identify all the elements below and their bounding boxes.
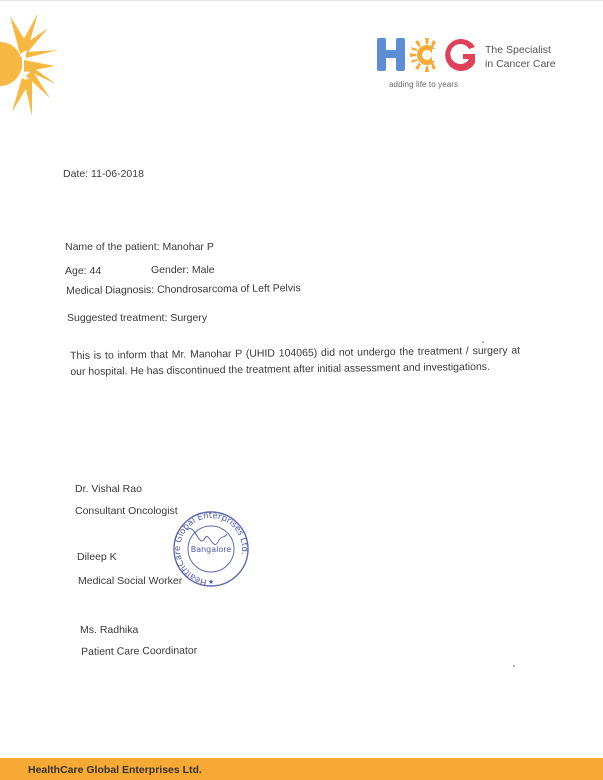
hcg-logo-icon	[375, 35, 479, 79]
patient-gender: Gender: Male	[151, 264, 215, 276]
patient-age: Age: 44	[65, 265, 102, 277]
signatory-3-title: Patient Care Coordinator	[81, 644, 198, 658]
signatory-1-title: Consultant Oncologist	[75, 505, 178, 517]
scan-speck	[482, 341, 484, 343]
signatory-3-name: Ms. Radhika	[80, 624, 139, 636]
stamp-star-icon: ★	[207, 579, 215, 586]
hcg-logo	[375, 35, 575, 95]
signature-scribble	[187, 529, 227, 545]
top-border	[0, 0, 603, 1]
signatory-2-title: Medical Social Worker	[78, 575, 183, 587]
letter-date: Date: 11-06-2018	[63, 168, 144, 180]
medical-diagnosis: Medical Diagnosis: Chondrosarcoma of Left Pelvis	[66, 282, 301, 297]
sun-decoration-icon	[0, 8, 60, 118]
stamp-center-text: Bangalore	[190, 545, 232, 554]
logo-tagline: adding life to years	[389, 80, 459, 89]
company-stamp	[165, 510, 257, 592]
footer-band	[0, 758, 603, 780]
stamp-ring-text: HealthCare Global Enterprises Ltd.	[173, 510, 250, 587]
scan-speck	[513, 665, 515, 667]
specialist-tagline	[485, 43, 556, 71]
suggested-treatment: Suggested treatment: Surgery	[67, 312, 208, 324]
signatory-1-name: Dr. Vishal Rao	[75, 483, 142, 495]
footer-company-name: HealthCare Global Enterprises Ltd.	[28, 764, 202, 776]
specialist-line-2: in Cancer Care	[485, 58, 556, 70]
patient-name: Name of the patient: Manohar P	[65, 241, 214, 253]
letter-body: This is to inform that Mr. Manohar P (UHID 104065) did not undergo the treatment / surgery at our hospital. He has discontinued the treatment after initial assessment and investigations.	[70, 344, 521, 378]
specialist-line-1: The Specialist	[485, 44, 551, 56]
signatory-2-name: Dileep K	[77, 551, 117, 563]
